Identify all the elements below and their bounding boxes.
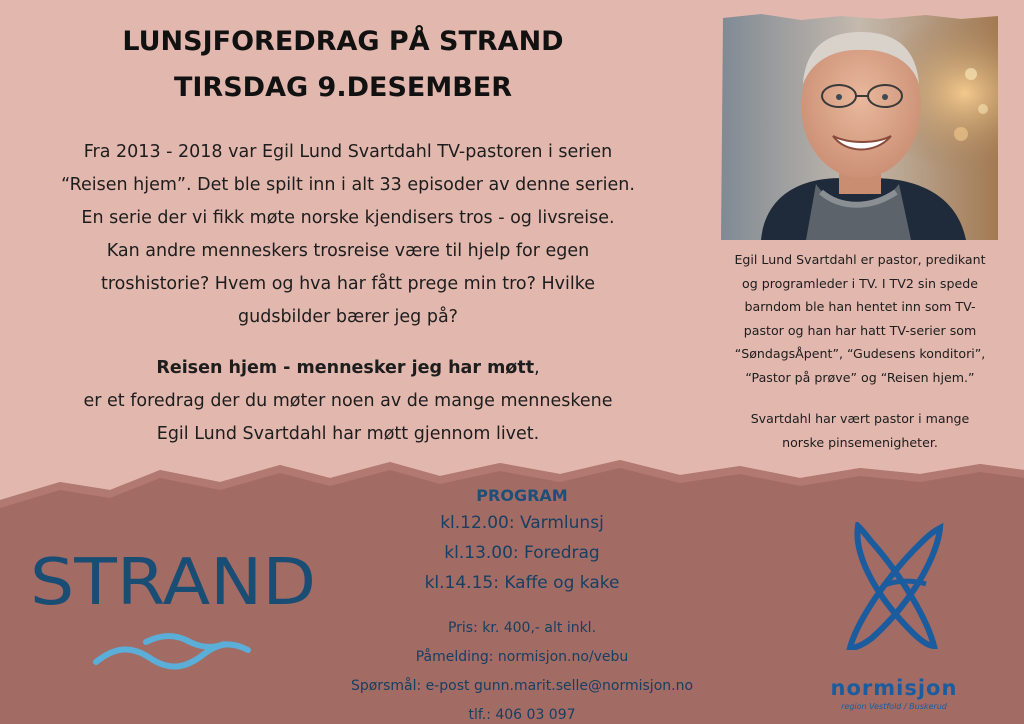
program-item: kl.12.00: Varmlunsj <box>440 513 604 533</box>
intro-line: Fra 2013 - 2018 var Egil Lund Svartdahl TV-pastoren i serien <box>83 142 613 162</box>
contact-text: Spørsmål: e-post gunn.marit.selle@normisjon.no <box>350 678 694 694</box>
strand-wordmark-text: STRAND <box>30 548 316 610</box>
intro-line: “Reisen hjem”. Det ble spilt inn i alt 33 episoder av denne serien. <box>61 175 635 195</box>
talk-line: Egil Lund Svartdahl har møtt gjennom livet. <box>156 424 540 444</box>
poster-date: TIRSDAG 9.DESEMBER <box>173 72 513 103</box>
strand-logo-wordmark <box>30 548 320 610</box>
normisjon-region: region Vestfold / Buskerud <box>841 702 947 711</box>
talk-title-comma: , <box>534 358 540 378</box>
intro-line: troshistorie? Hvem og hva har fått prege min tro? Hvilke <box>101 274 595 294</box>
normisjon-cross-logo <box>842 522 946 650</box>
program-section <box>372 484 672 598</box>
bio-line: og programleder i TV. I TV2 sin spede <box>742 275 978 291</box>
bio-line: Egil Lund Svartdahl er pastor, predikant <box>734 252 986 267</box>
bio-line: norske pinsemenigheter. <box>782 434 938 450</box>
bio-line: “Pastor på prøve” og “Reisen hjem.” <box>745 369 975 385</box>
strand-wave-logo <box>92 628 252 674</box>
bio-line: pastor og han har hatt TV-serier som <box>743 322 977 338</box>
program-item: kl.13.00: Foredrag <box>444 543 600 563</box>
bio-line: “SøndagsÅpent”, “Gudesens konditori”, <box>734 346 986 361</box>
practical-info <box>322 614 722 724</box>
program-item: kl.14.15: Kaffe og kake <box>424 573 620 593</box>
intro-line: Kan andre menneskers trosreise være til hjelp for egen <box>106 241 590 261</box>
phone-text: tlf.: 406 03 097 <box>468 707 576 723</box>
intro-line: En serie der vi fikk møte norske kjendisers tros - og livsreise. <box>81 208 615 228</box>
intro-line: gudsbilder bærer jeg på? <box>238 307 458 327</box>
talk-line: er et foredrag der du møter noen av de mange menneskene <box>83 391 613 411</box>
signup-text: Påmelding: normisjon.no/vebu <box>415 649 629 665</box>
normisjon-wordmark: normisjon <box>830 676 958 700</box>
poster-title: LUNSJFOREDRAG PÅ STRAND <box>122 26 564 57</box>
bio-line: barndom ble han hentet inn som TV- <box>744 299 976 314</box>
price-text: Pris: kr. 400,- alt inkl. <box>447 620 597 636</box>
program-heading: PROGRAM <box>476 486 568 505</box>
talk-title: Reisen hjem - mennesker jeg har møtt <box>156 358 535 378</box>
bio-line: Svartdahl har vært pastor i mange <box>750 411 970 426</box>
